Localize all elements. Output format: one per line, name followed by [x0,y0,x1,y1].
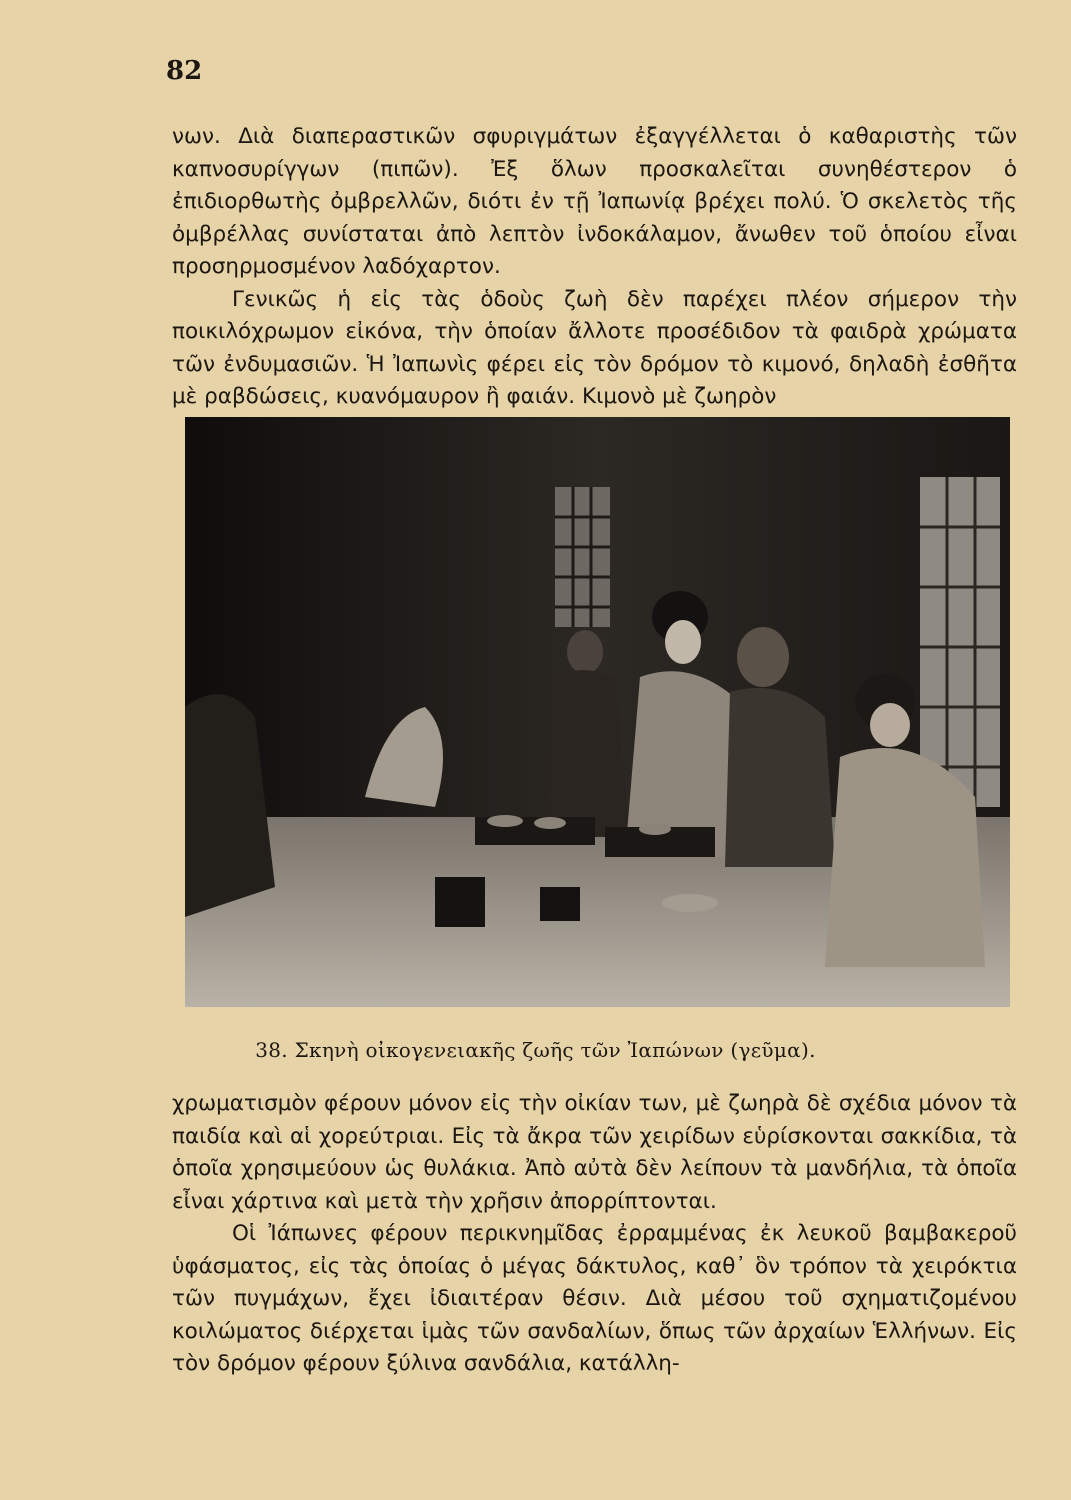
paragraph: Γενικῶς ἡ εἰς τὰς ὁδοὺς ζωὴ δὲν παρέχει πλέον σήμερον τὴν ποικιλόχρωμον εἰκόνα, τὴν ὁποίαν ἄλλοτε προσέδιδον τὰ φαιδρὰ χρώματα τῶν ἐνδυμασιῶν. Ἡ Ἰαπωνὶς φέρει εἰς τὸν δρόμον τὸ κιμονό, δηλαδὴ ἐσθῆτα μὲ ραβδώσεις, κυανόμαυρον ἢ φαιάν. Κιμονὸ μὲ ζωηρὸν [172,286,1017,409]
photograph-family-meal [185,417,1010,1007]
paragraph: χρωματισμὸν φέρουν μόνον εἰς τὴν οἰκίαν των, μὲ ζωηρὰ δὲ σχέδια μόνον τὰ παιδία καὶ αἱ χορεύτριαι. Εἰς τὰ ἄκρα τῶν χειρίδων εὑρίσκονται σακκίδια, τὰ ὁποῖα χρησιμεύουν ὡς θυλάκια. Ἀπὸ αὐτὰ δὲν λείπουν τὰ μανδήλια, τὰ ὁποῖα εἶναι χάρτινα καὶ μετὰ τὴν χρῆσιν ἀπορρίπτονται. [172,1091,1017,1214]
figure-caption: 38. Σκηνὴ οἰκογενειακῆς ζωῆς τῶν Ἰαπώνων (γεῦμα). [255,1038,816,1062]
paragraph: νων. Διὰ διαπεραστικῶν σφυριγμάτων ἐξαγγέλλεται ὁ καθαριστὴς τῶν καπνοσυρίγγων (πιπῶν). Ἐξ ὅλων προσκαλεῖται συνηθέστερον ὁ ἐπιδιορθωτὴς ὀμβρελλῶν, διότι ἐν τῇ Ἰαπωνίᾳ βρέχει πολύ. Ὁ σκελετὸς τῆς ὀμβρέλλας συνίσταται ἀπὸ λεπτὸν ἰνδοκάλαμον, ἄνωθεν τοῦ ὁποίου εἶναι προσηρμοσμένον λαδόχαρτον. [172,124,1017,279]
paragraph: Οἱ Ἰάπωνες φέρουν περικνημῖδας ἐρραμμένας ἐκ λευκοῦ βαμβακεροῦ ὑφάσματος, εἰς τὰς ὁποίας ὁ μέγας δάκτυλος, καθ᾽ ὃν τρόπον τὰ χειρόκτια τῶν πυγμάχων, ἔχει ἰδιαιτέραν θέσιν. Διὰ μέσου τοῦ σχηματιζομένου κοιλώματος διέρχεται ἱμὰς τῶν σανδαλίων, ὅπως τῶν ἀρχαίων Ἑλλήνων. Εἰς τὸν δρόμον φέρουν ξύλινα σανδάλια, κατάλλη- [172,1221,1017,1376]
text-block-top [172,121,1017,414]
text-block-bottom [172,1088,1017,1381]
page-number: 82 [166,56,203,86]
